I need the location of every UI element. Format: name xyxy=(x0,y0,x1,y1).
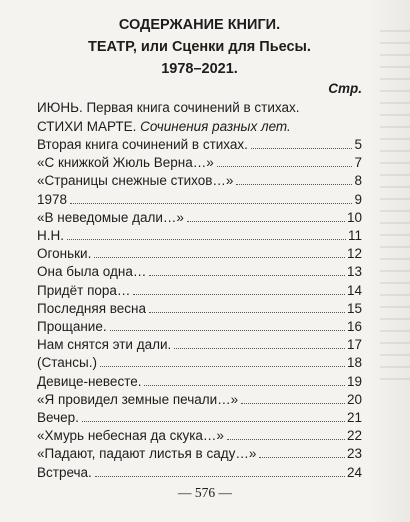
toc-entry-page: 16 xyxy=(346,319,362,335)
toc-leader-dots xyxy=(144,385,344,386)
section-march xyxy=(37,117,362,136)
toc-entry-title: Встреча. xyxy=(37,464,92,480)
contents-heading: СОДЕРЖАНИЕ КНИГИ. xyxy=(118,17,281,33)
year-range: 1978–2021. xyxy=(161,61,238,77)
toc-leader-dots xyxy=(259,457,345,458)
toc-entry xyxy=(37,464,362,482)
toc-leader-dots xyxy=(95,476,345,477)
facing-page-shadow xyxy=(370,0,410,522)
toc-entry-page: 24 xyxy=(346,464,362,480)
page-column-label: Стр. xyxy=(328,81,362,96)
toc-entry-title: Придёт пора… xyxy=(37,282,131,298)
toc-leader-dots xyxy=(67,239,346,240)
toc-entry-title: Прощание. xyxy=(37,319,107,335)
toc-entry xyxy=(37,209,362,227)
toc-entry-page: 5 xyxy=(354,137,362,152)
toc-entry xyxy=(37,227,362,245)
toc-entry xyxy=(37,263,362,281)
toc-entry xyxy=(37,191,362,209)
section-march-title: СТИХИ МАРТЕ. xyxy=(37,119,137,134)
table-of-contents xyxy=(37,136,362,482)
toc-entry-page: 20 xyxy=(346,391,362,407)
toc-leader-dots xyxy=(110,330,345,331)
toc-entry-page: 21 xyxy=(346,410,362,426)
section-june: ИЮНЬ. Первая книга сочинений в стихах. xyxy=(37,100,300,115)
toc-entry-title: Н.Н. xyxy=(37,228,64,244)
toc-entry-title: 1978 xyxy=(37,191,68,207)
toc-leader-dots xyxy=(241,403,345,404)
toc-leader-dots xyxy=(174,348,345,349)
toc-entry-page: 12 xyxy=(346,246,362,262)
toc-entry-page: 14 xyxy=(346,282,362,298)
toc-entry-page: 22 xyxy=(346,428,362,444)
toc-entry-page: 7 xyxy=(354,155,362,171)
toc-entry-title: (Стансы.) xyxy=(37,355,97,371)
toc-entry-page: 17 xyxy=(346,337,362,353)
toc-entry-title: «В неведомые дали…» xyxy=(37,209,184,225)
toc-entry-page: 10 xyxy=(346,209,362,225)
toc-entry xyxy=(37,154,362,172)
toc-entry-title: «Страницы снежные стихов…» xyxy=(37,173,234,189)
toc-entry-title: Вечер. xyxy=(37,410,79,426)
toc-leader-dots xyxy=(70,203,352,204)
toc-entry xyxy=(37,300,362,318)
toc-entry-page: 13 xyxy=(346,264,362,280)
toc-entry xyxy=(37,391,362,409)
toc-entry-title: Вторая книга сочинений в стихах. xyxy=(37,137,248,152)
toc-entry xyxy=(37,318,362,336)
bleed-through-lines xyxy=(380,30,410,390)
toc-leader-dots xyxy=(100,366,345,367)
book-page xyxy=(37,14,362,482)
toc-leader-dots xyxy=(149,312,345,313)
toc-entry-title: Последняя весна xyxy=(37,300,146,316)
toc-entry-title: «С книжкой Жюль Верна…» xyxy=(37,155,214,171)
toc-entry-title: «Хмурь небесная да скука…» xyxy=(37,428,224,444)
section-march-subtitle: Сочинения разных лет. xyxy=(140,119,291,134)
toc-entry-page: 11 xyxy=(347,228,362,244)
toc-leader-dots xyxy=(82,421,345,422)
toc-leader-dots xyxy=(187,221,345,222)
toc-entry-page: 8 xyxy=(354,173,362,189)
toc-entry-title: Девице-невесте. xyxy=(37,373,142,389)
toc-entry-page: 19 xyxy=(346,373,362,389)
toc-entry-title: Огоньки. xyxy=(37,246,92,262)
toc-leader-dots xyxy=(94,257,345,258)
book-title: ТЕАТР, или Сценки для Пьесы. xyxy=(88,39,311,55)
toc-entry-title: «Падают, падают листья в саду…» xyxy=(37,446,257,462)
toc-entry xyxy=(37,427,362,445)
toc-entry xyxy=(37,282,362,300)
toc-leader-dots xyxy=(133,294,345,295)
toc-leader-dots xyxy=(149,275,345,276)
toc-entry xyxy=(37,373,362,391)
toc-entry-page: 18 xyxy=(346,355,362,371)
toc-entry-title: «Я провидел земные печали…» xyxy=(37,391,239,407)
toc-leader-dots xyxy=(217,166,353,167)
toc-entry xyxy=(37,409,362,427)
toc-entry-page: 9 xyxy=(354,191,362,207)
toc-leader-dots xyxy=(227,439,345,440)
toc-entry xyxy=(37,354,362,372)
toc-entry xyxy=(37,245,362,263)
toc-entry xyxy=(37,172,362,190)
toc-leader-dots xyxy=(236,184,352,185)
toc-entry xyxy=(37,445,362,463)
toc-entry-page: 15 xyxy=(346,300,362,316)
toc-entry-title: Она была одна… xyxy=(37,264,147,280)
toc-entry xyxy=(37,336,362,354)
page-number: — 576 — xyxy=(178,485,232,500)
toc-leader-dots xyxy=(251,148,353,149)
toc-entry xyxy=(37,136,362,154)
toc-entry-page: 23 xyxy=(346,446,362,462)
toc-entry-title: Нам снятся эти дали. xyxy=(37,337,172,353)
